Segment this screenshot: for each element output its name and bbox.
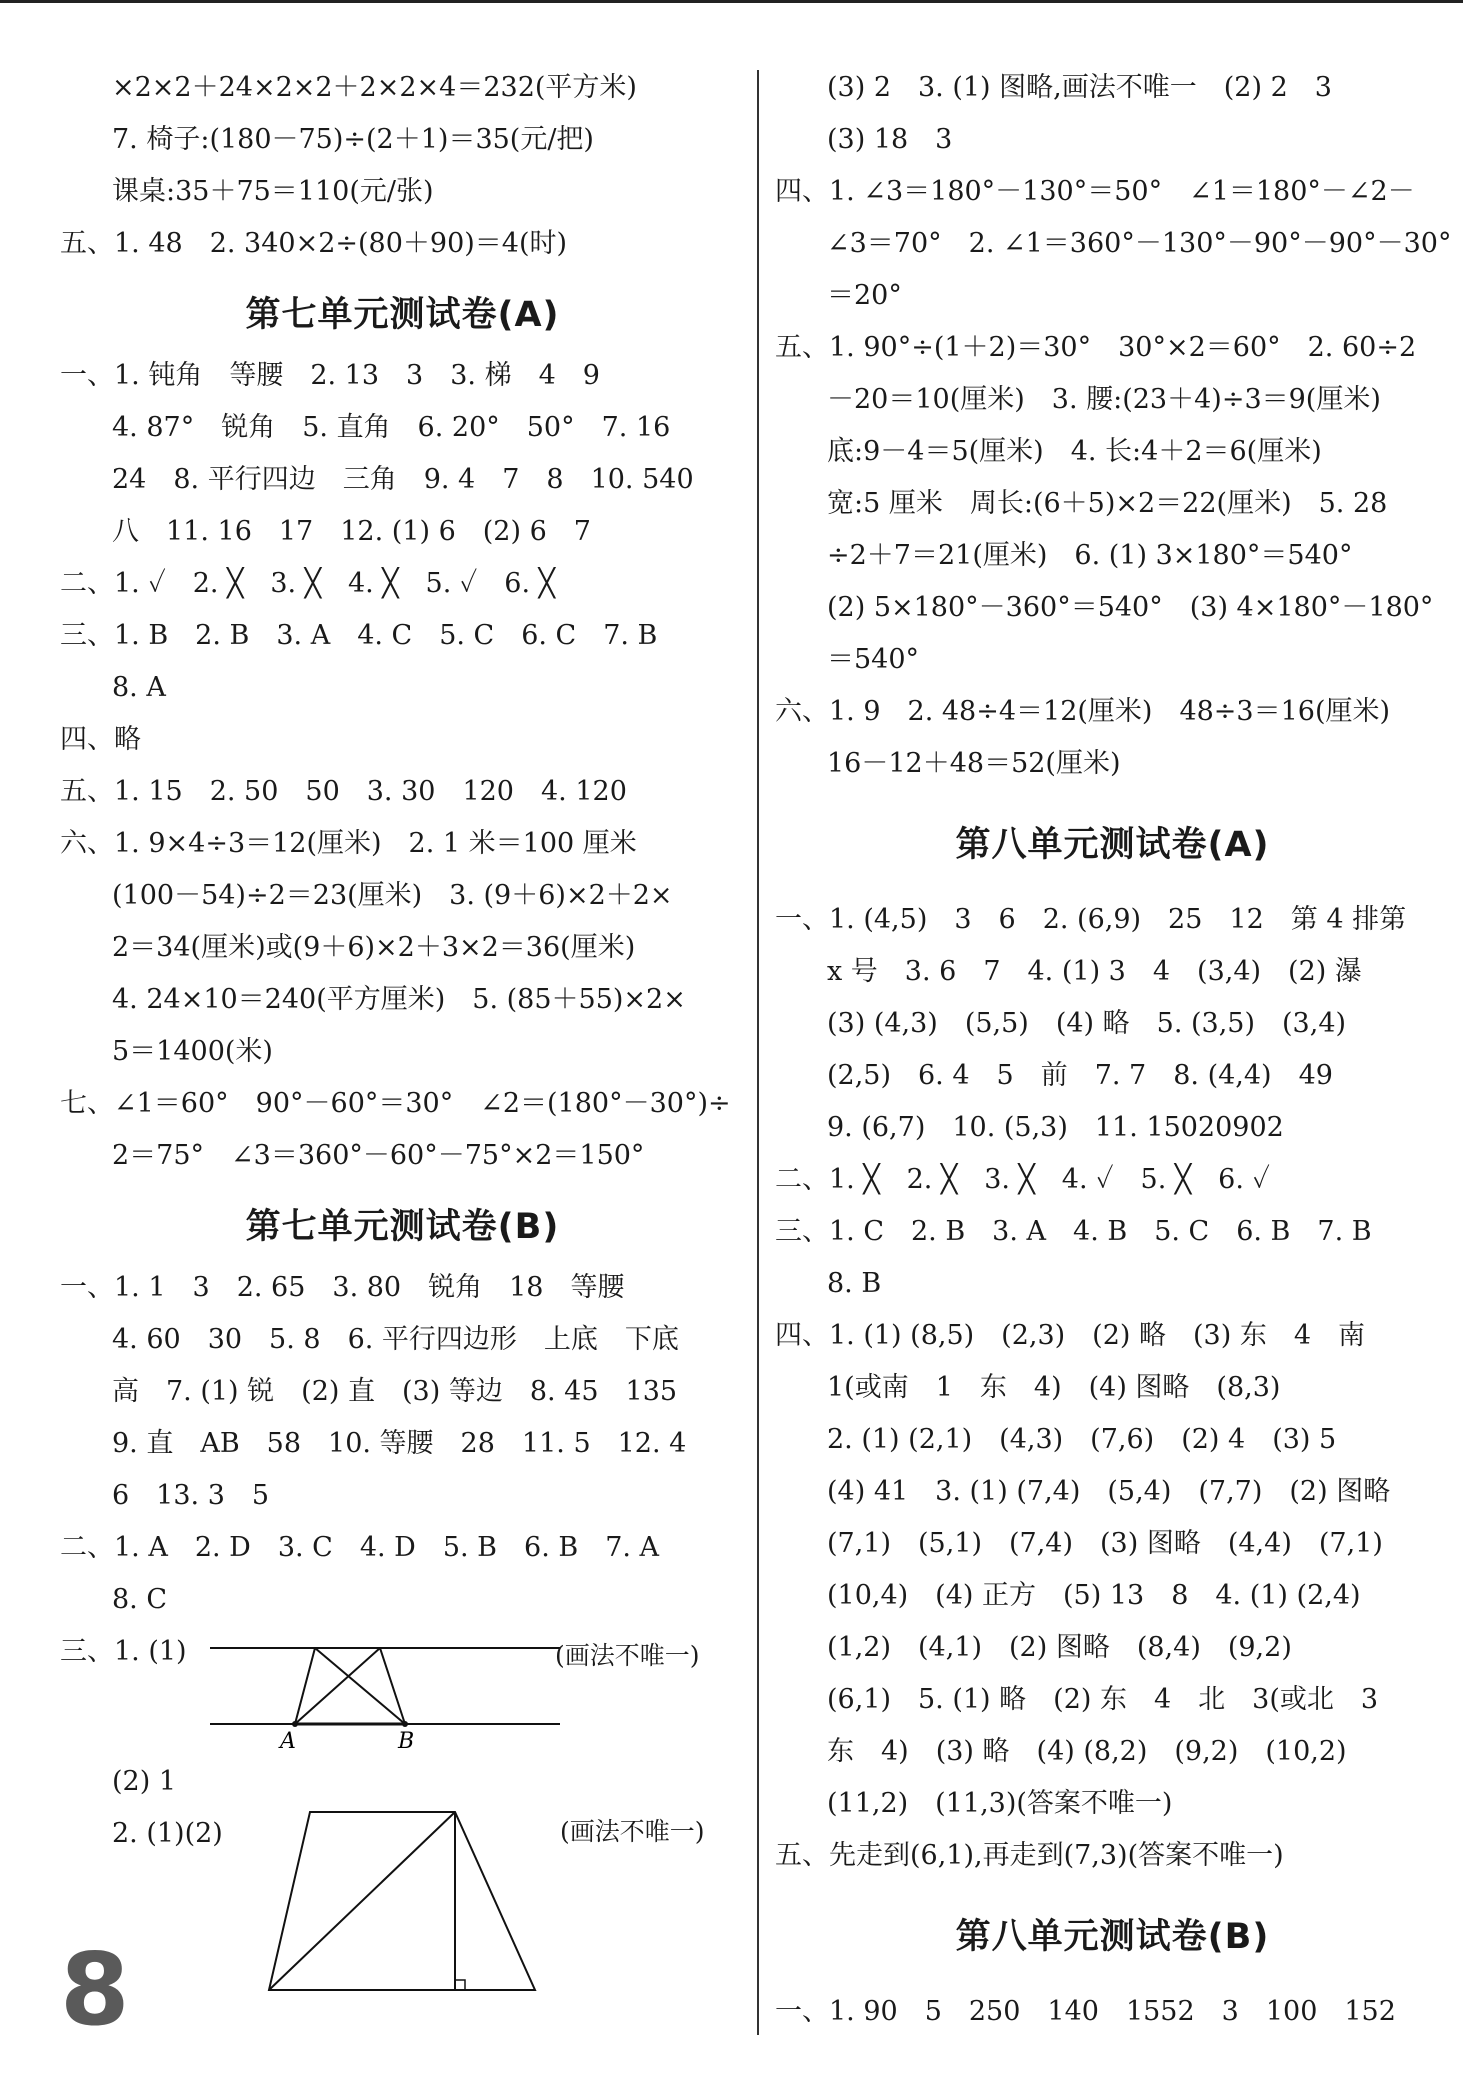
answer-line: 16－12＋48＝52(厘米) <box>827 748 1121 779</box>
answer-line: 高 7. (1) 锐 (2) 直 (3) 等边 8. 45 135 <box>112 1376 678 1407</box>
answer-line: 7. 椅子:(180－75)÷(2＋1)＝35(元/把) <box>112 124 594 155</box>
answer-line: 六、1. 9 2. 48÷4＝12(厘米) 48÷3＝16(厘米) <box>775 696 1391 727</box>
answer-line: (3) 18 3 <box>827 124 953 155</box>
answer-line: 8. B <box>827 1268 882 1299</box>
figure-note: (画法不唯一) <box>555 1641 700 1670</box>
answer-line: 6 13. 3 5 <box>112 1480 270 1511</box>
point-b <box>402 1721 408 1727</box>
answer-line: 一、1. (4,5) 3 6 2. (6,9) 25 12 第 4 排第 <box>775 904 1407 935</box>
answer-line: (2) 1 <box>112 1766 177 1797</box>
point-a-label: A <box>280 1729 296 1754</box>
answer-line: 8. C <box>112 1584 168 1615</box>
answer-line: 2＝75° ∠3＝360°－60°－75°×2＝150° <box>112 1140 645 1171</box>
answer-line: 四、1. (1) (8,5) (2,3) (2) 略 (3) 东 4 南 <box>775 1320 1366 1351</box>
answer-line: 宽:5 厘米 周长:(6＋5)×2＝22(厘米) 5. 28 <box>827 488 1388 519</box>
answer-line: 4. 24×10＝240(平方厘米) 5. (85＋55)×2× <box>112 984 686 1015</box>
answer-line: 六、1. 9×4÷3＝12(厘米) 2. 1 米＝100 厘米 <box>60 828 637 859</box>
trapezoid-diagonal <box>269 1812 455 1990</box>
answer-line: 五、1. 48 2. 340×2÷(80＋90)＝4(时) <box>60 228 568 259</box>
answer-line: (3) (4,3) (5,5) (4) 略 5. (3,5) (3,4) <box>827 1008 1347 1039</box>
answer-line: 一、1. 钝角 等腰 2. 13 3 3. 梯 4 9 <box>60 360 600 391</box>
answer-line: (2,5) 6. 4 5 前 7. 7 8. (4,4) 49 <box>827 1060 1333 1091</box>
answer-line: (4) 41 3. (1) (7,4) (5,4) (7,7) (2) 图略 <box>827 1476 1391 1507</box>
answer-line: 二、1. A 2. D 3. C 4. D 5. B 6. B 7. A <box>60 1532 660 1563</box>
answer-line: 七、∠1＝60° 90°－60°＝30° ∠2＝(180°－30°)÷ <box>60 1088 731 1119</box>
right-angle-mark <box>455 1980 465 1990</box>
figure-note: (画法不唯一) <box>560 1817 705 1846</box>
left-column <box>60 62 745 2008</box>
answer-line: 一、1. 1 3 2. 65 3. 80 锐角 18 等腰 <box>60 1272 625 1303</box>
trapezoid-outline <box>269 1812 535 1990</box>
triangle-edge <box>295 1648 315 1724</box>
answer-line: －20＝10(厘米) 3. 腰:(23＋4)÷3＝9(厘米) <box>827 384 1381 415</box>
right-column <box>775 62 1450 2038</box>
answer-line: 四、1. ∠3＝180°－130°＝50° ∠1＝180°－∠2－ <box>775 176 1415 207</box>
answer-line: 三、1. B 2. B 3. A 4. C 5. C 6. C 7. B <box>60 620 658 651</box>
answer-line: 二、1. ╳ 2. ╳ 3. ╳ 4. ✓ 5. ╳ 6. ✓ <box>775 1164 1270 1195</box>
answer-line: (2) 5×180°－360°＝540° (3) 4×180°－180° <box>827 592 1434 623</box>
answer-line: 2. (1) (2,1) (4,3) (7,6) (2) 4 (3) 5 <box>827 1424 1337 1455</box>
figure-parallel-lines-block <box>60 1626 745 1756</box>
section-title-unit7-b: 第七单元测试卷(B) <box>245 1207 560 1247</box>
answer-line: 底:9－4＝5(厘米) 4. 长:4＋2＝6(厘米) <box>827 436 1322 467</box>
answer-line: (10,4) (4) 正方 (5) 13 8 4. (1) (2,4) <box>827 1580 1361 1611</box>
answer-line: (7,1) (5,1) (7,4) (3) 图略 (4,4) (7,1) <box>827 1528 1383 1559</box>
answer-line: ×2×2＋24×2×2＋2×2×4＝232(平方米) <box>112 72 637 103</box>
answer-line: 9. (6,7) 10. (5,3) 11. 15020902 <box>827 1112 1284 1143</box>
point-a <box>292 1721 298 1727</box>
answer-line: 五、1. 15 2. 50 50 3. 30 120 4. 120 <box>60 776 627 807</box>
figure-label: 三、1. (1) <box>60 1636 187 1667</box>
answer-line: 五、1. 90°÷(1＋2)＝30° 30°×2＝60° 2. 60÷2 <box>775 332 1417 363</box>
answer-line: 8. A <box>112 672 166 703</box>
answer-line: 2＝34(厘米)或(9＋6)×2＋3×2＝36(厘米) <box>112 932 636 963</box>
answer-line: (11,2) (11,3)(答案不唯一) <box>827 1788 1173 1819</box>
answer-line: ∠3＝70° 2. ∠1＝360°－130°－90°－90°－30° <box>827 228 1452 259</box>
answer-line: ÷2＋7＝21(厘米) 6. (1) 3×180°＝540° <box>827 540 1353 571</box>
answer-line: ＝20° <box>827 280 902 311</box>
point-b-label: B <box>398 1729 415 1754</box>
answer-line: 五、先走到(6,1),再走到(7,3)(答案不唯一) <box>775 1840 1284 1871</box>
answer-line: (3) 2 3. (1) 图略,画法不唯一 (2) 2 3 <box>827 72 1332 103</box>
figure-trapezoid-block <box>60 1808 745 2008</box>
answer-line: 4. 87° 锐角 5. 直角 6. 20° 50° 7. 16 <box>112 412 671 443</box>
parallel-lines-triangles-figure <box>210 1636 590 1756</box>
triangle-edge <box>295 1648 380 1724</box>
answer-line: (1,2) (4,1) (2) 图略 (8,4) (9,2) <box>827 1632 1292 1663</box>
section-title-unit8-b: 第八单元测试卷(B) <box>955 1917 1270 1957</box>
answer-line: 东 4) (3) 略 (4) (8,2) (9,2) (10,2) <box>827 1736 1347 1767</box>
answer-line: 24 8. 平行四边 三角 9. 4 7 8 10. 540 <box>112 464 694 495</box>
answer-line: 5＝1400(米) <box>112 1036 273 1067</box>
answer-line: 9. 直 AB 58 10. 等腰 28 11. 5 12. 4 <box>112 1428 687 1459</box>
column-divider <box>757 70 759 2035</box>
page-number: 8 <box>60 1931 130 2048</box>
answer-line: 4. 60 30 5. 8 6. 平行四边形 上底 下底 <box>112 1324 679 1355</box>
answer-line: 1(或南 1 东 4) (4) 图略 (8,3) <box>827 1372 1281 1403</box>
answer-line: 一、1. 90 5 250 140 1552 3 100 152 <box>775 1996 1396 2027</box>
answer-line: x 号 3. 6 7 4. (1) 3 4 (3,4) (2) 瀑 <box>827 956 1362 987</box>
answer-line: (100－54)÷2＝23(厘米) 3. (9＋6)×2＋2× <box>112 880 673 911</box>
page-top-rule <box>0 0 1463 3</box>
answer-line: 课桌:35＋75＝110(元/张) <box>112 176 434 207</box>
figure-label: 2. (1)(2) <box>112 1818 223 1849</box>
section-title-unit8-a: 第八单元测试卷(A) <box>955 825 1270 865</box>
answer-line: (6,1) 5. (1) 略 (2) 东 4 北 3(或北 3 <box>827 1684 1379 1715</box>
answer-line: ＝540° <box>827 644 920 675</box>
answer-line: 三、1. C 2. B 3. A 4. B 5. C 6. B 7. B <box>775 1216 1372 1247</box>
answer-line: 八 11. 16 17 12. (1) 6 (2) 6 7 <box>112 516 591 547</box>
answer-line: 四、略 <box>60 724 141 755</box>
trapezoid-figure <box>265 1808 545 1998</box>
answer-line: 二、1. ✓ 2. ╳ 3. ╳ 4. ╳ 5. ✓ 6. ╳ <box>60 568 555 599</box>
section-title-unit7-a: 第七单元测试卷(A) <box>245 295 560 335</box>
